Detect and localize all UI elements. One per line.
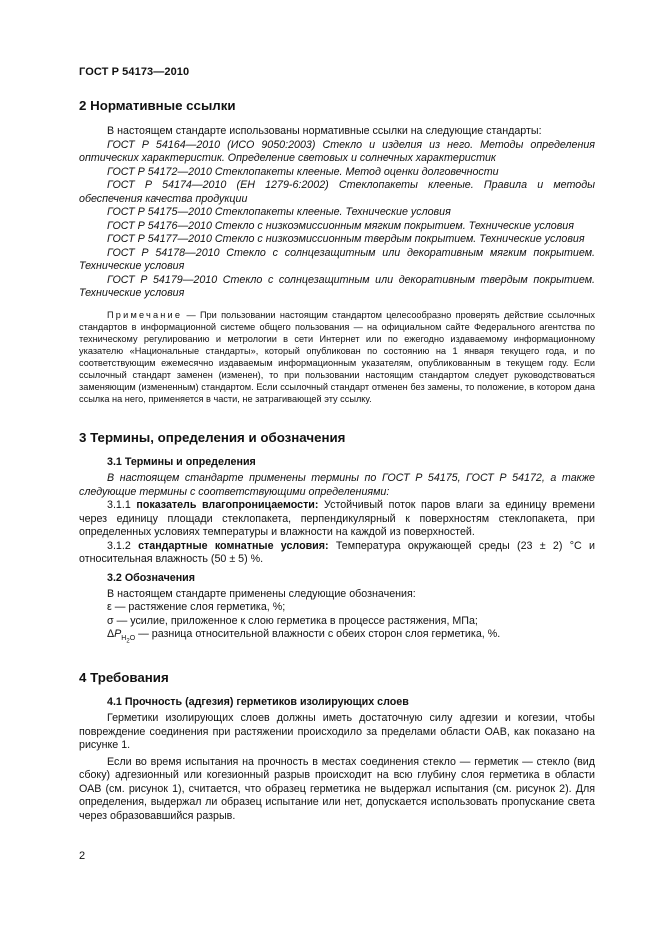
normative-ref: ГОСТ Р 54176—2010 Стекло с низкоэмиссионным мягким покрытием. Технические условия: [107, 219, 574, 232]
term-name: показатель влагопроницаемости:: [136, 499, 319, 512]
symbol-p: P: [114, 628, 122, 641]
term-3-1-1: [79, 499, 595, 540]
normative-ref: ГОСТ Р 54179—2010 Стекло с солнцезащитным или декоративным твердым покрытием. Технические условия: [79, 273, 595, 299]
subsection-3-2-title: 3.2 Обозначения: [107, 571, 195, 584]
subscript-o: O: [129, 635, 136, 643]
subsection-4-1-title: 4.1 Прочность (адгезия) герметиков изолирующих слоев: [107, 696, 409, 709]
normative-ref: ГОСТ Р 54164—2010 (ИСО 9050:2003) Стекло и изделия из него. Методы определения оптических характеристик. Определение световых и солнечных характеристик: [79, 138, 595, 164]
section-3-title: 3 Термины, определения и обозначения: [79, 430, 346, 446]
symbol-delta-p-text: — разница относительной влажности с обеих сторон слоя герметика, %.: [135, 628, 501, 641]
section-4-title: 4 Требования: [79, 670, 169, 686]
normative-ref: ГОСТ Р 54174—2010 (ЕН 1279-6:2002) Стеклопакеты клееные. Правила и методы обеспечения качества продукции: [79, 179, 595, 205]
section-2-title: 2 Нормативные ссылки: [79, 98, 236, 113]
document-body: [79, 97, 595, 823]
normative-ref: ГОСТ Р 54175—2010 Стеклопакеты клееные. Технические условия: [107, 206, 451, 218]
symbol-delta: Δ: [107, 628, 115, 641]
term-number: 3.1.2: [107, 539, 131, 552]
subsection-3-2-intro: В настоящем стандарте применены следующие обозначения:: [107, 587, 416, 600]
symbol-sigma: σ — усилие, приложенное к слою герметика в процессе растяжения, МПа;: [107, 614, 478, 627]
normative-ref: ГОСТ Р 54178—2010 Стекло с солнцезащитным или декоративным мягким покрытием. Технические условия: [79, 246, 595, 272]
section-4-paragraph: Если во время испытания на прочность в местах соединения стекло — герметик — стекло (вид сбоку) адгезионный или когезионный разрыв происходит на всю глубину слоя герметика в области ОАВ (см. рисунок 1), считается, что образец герметика не выдержал испытания (см. рисунок 2). Для определения, выдержал ли образец испытание или нет, допускается использовать пропускание света через образовавшийся разрыв.: [79, 755, 595, 822]
term-3-1-2: [79, 540, 595, 567]
section-2-intro: В настоящем стандарте использованы нормативные ссылки на следующие стандарты:: [107, 125, 542, 137]
subscript-h: H: [121, 635, 127, 643]
section-4-paragraph: Герметики изолирующих слоев должны иметь достаточную силу адгезии и когезии, чтобы повреждение соединения при растяжении происходило за пределами области ОАВ, как показано на рисунке 1.: [79, 712, 595, 752]
note-text: — При пользовании настоящим стандартом целесообразно проверять действие ссылочных стандартов в информационной системе общего пользования — на официальном сайте Федерального агентства по техническому регулированию и метрологии в сети Интернет или по ежегодно издаваемому информационному указателю «Национальные стандарты», который опубликован по состоянию на 1 января текущего года, и по соответствующим ежемесячно издаваемым информационным указателям, опубликованным в текущем году. Если ссылочный стандарт заменен (изменен), то при пользовании настоящим стандартом следует руководствоваться заменяющим (измененным) стандартом. Если ссылочный стандарт отменен без замены, то положение, в котором дана ссылка на него, применяется в части, не затрагивающей эту ссылку.: [79, 309, 595, 405]
page-number: 2: [79, 850, 86, 862]
note-label: Примечание: [107, 309, 183, 320]
normative-ref: ГОСТ Р 54177—2010 Стекло с низкоэмиссионным твердым покрытием. Технические условия: [107, 233, 585, 245]
term-definition: Устойчивый поток паров влаги за единицу времени через единицу площади стеклопакета, перпендикулярный к поверхностям стеклопакета, при определенных условиях температуры и влажности на каждой из поверхностей.: [79, 499, 595, 539]
subscript-2: 2: [126, 638, 130, 645]
symbol-delta-p: [79, 628, 595, 649]
term-definition: Температура окружающей среды (23 ± 2) °С и относительная влажность (50 ± 5) %.: [79, 539, 595, 566]
term-name: стандартные комнатные условия:: [138, 539, 329, 552]
symbol-subscript: [121, 635, 136, 645]
normative-ref: ГОСТ Р 54172—2010 Стеклопакеты клееные. Метод оценки долговечности: [107, 165, 499, 178]
subsection-3-1-title: 3.1 Термины и определения: [107, 456, 256, 469]
document-header: ГОСТ Р 54173—2010: [79, 66, 190, 78]
note-paragraph: [79, 309, 595, 406]
symbol-epsilon: ε — растяжение слоя герметика, %;: [107, 601, 286, 614]
subsection-3-1-intro: В настоящем стандарте применены термины по ГОСТ Р 54175, ГОСТ Р 54172, а также следующие термины с соответствующими определениями:: [79, 472, 595, 498]
term-number: 3.1.1: [107, 499, 131, 512]
